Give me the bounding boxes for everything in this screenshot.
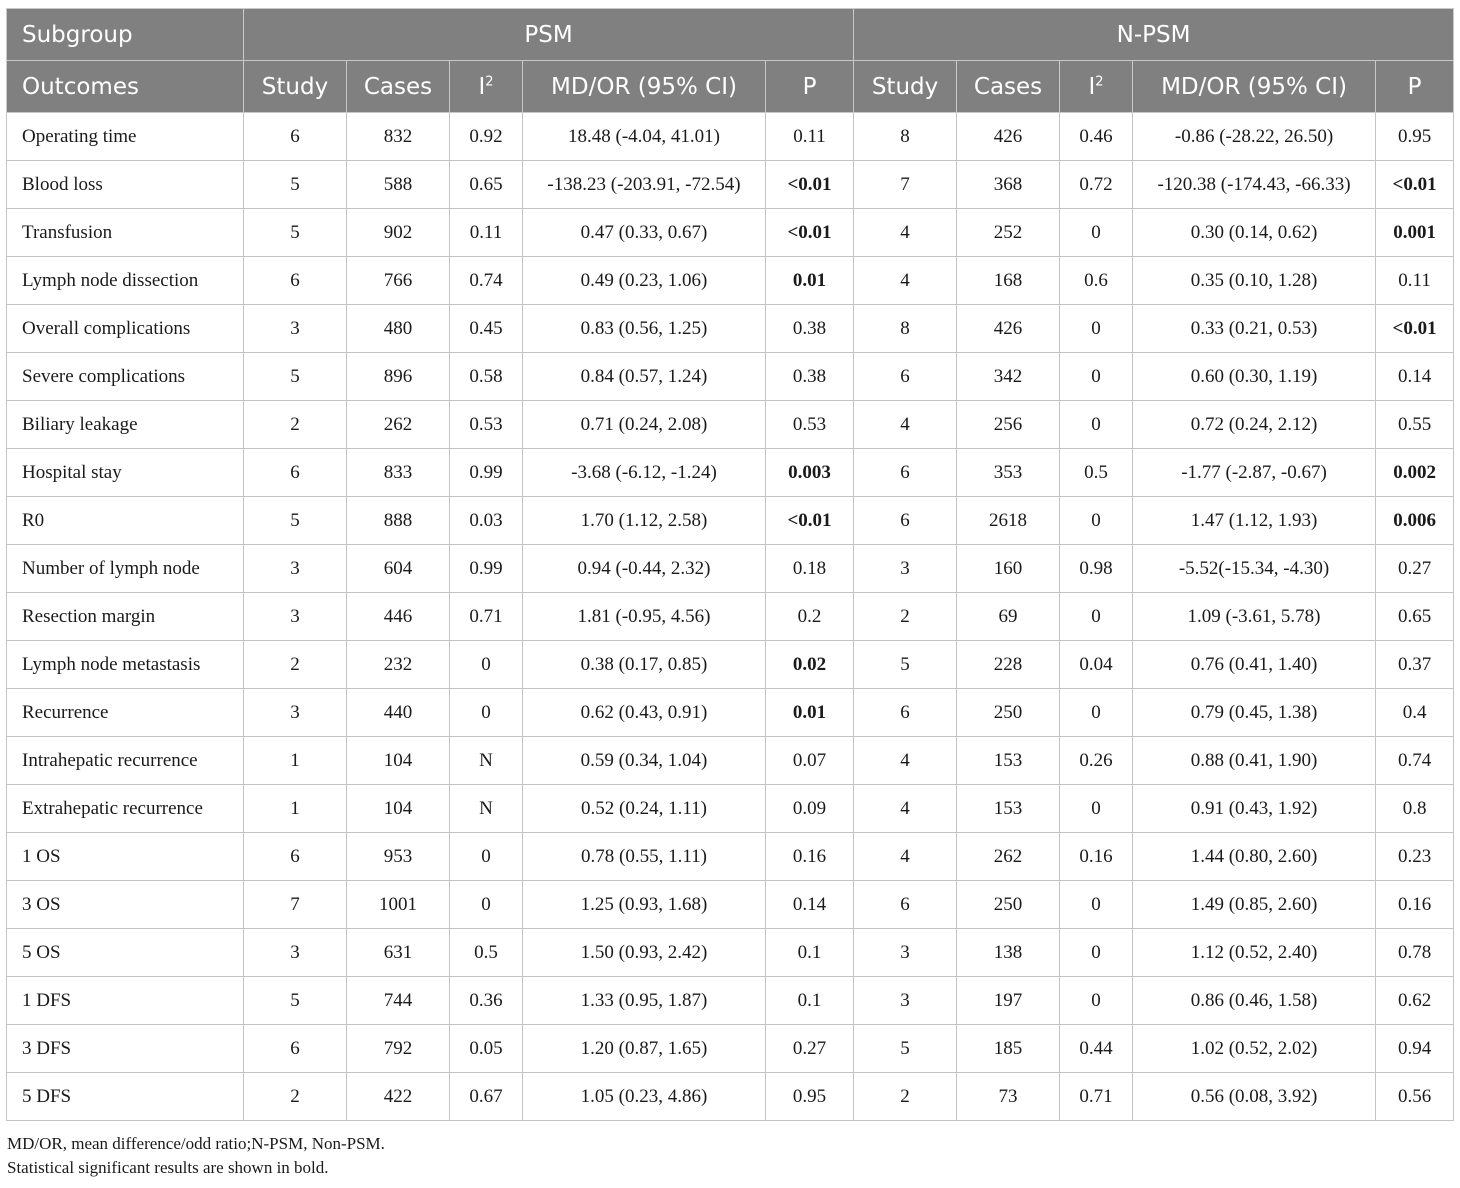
npsm-cases-cell: 252 [957,209,1060,257]
npsm-cases-cell: 160 [957,545,1060,593]
outcome-cell: R0 [7,497,244,545]
psm-p-value-cell: 0.14 [766,881,854,929]
npsm-p-value-cell: <0.01 [1376,305,1454,353]
psm-mdor-cell: 1.05 (0.23, 4.86) [523,1073,766,1121]
npsm-p-value-cell: 0.95 [1376,113,1454,161]
psm-mdor-cell: 0.62 (0.43, 0.91) [523,689,766,737]
table-row [7,785,1454,833]
npsm-p-value-cell: 0.006 [1376,497,1454,545]
npsm-i2-cell: 0.16 [1060,833,1133,881]
npsm-group-header: N-PSM [854,9,1454,61]
psm-i2-cell: 0.65 [450,161,523,209]
psm-cases-cell: 1001 [347,881,450,929]
table-row [7,161,1454,209]
psm-mdor-cell: -3.68 (-6.12, -1.24) [523,449,766,497]
outcome-cell: Intrahepatic recurrence [7,737,244,785]
npsm-cases-cell: 426 [957,305,1060,353]
psm-mdor-cell: 0.38 (0.17, 0.85) [523,641,766,689]
psm-cases-cell: 896 [347,353,450,401]
table-row [7,1073,1454,1121]
psm-p-value-cell: <0.01 [766,161,854,209]
psm-mdor-cell: 1.25 (0.93, 1.68) [523,881,766,929]
psm-study-header: Study [244,61,347,113]
npsm-p-value-cell: <0.01 [1376,161,1454,209]
npsm-study-cell: 3 [854,929,957,977]
npsm-p-value-cell: 0.002 [1376,449,1454,497]
npsm-study-cell: 8 [854,305,957,353]
psm-mdor-cell: -138.23 (-203.91, -72.54) [523,161,766,209]
psm-mdor-cell: 0.71 (0.24, 2.08) [523,401,766,449]
npsm-mdor-cell: 0.72 (0.24, 2.12) [1133,401,1376,449]
psm-i2-cell: 0.03 [450,497,523,545]
outcome-cell: Biliary leakage [7,401,244,449]
psm-i2-cell: 0 [450,833,523,881]
npsm-study-cell: 4 [854,209,957,257]
outcome-cell: Resection margin [7,593,244,641]
psm-cases-cell: 480 [347,305,450,353]
npsm-cases-cell: 228 [957,641,1060,689]
footnote-abbreviations: MD/OR, mean difference/odd ratio;N-PSM, Non-PSM. [7,1134,385,1153]
psm-mdor-cell: 1.50 (0.93, 2.42) [523,929,766,977]
table-row [7,1025,1454,1073]
psm-cases-cell: 766 [347,257,450,305]
npsm-i2-cell: 0.46 [1060,113,1133,161]
outcome-cell: 3 OS [7,881,244,929]
psm-i2-cell: 0 [450,641,523,689]
npsm-study-cell: 6 [854,449,957,497]
psm-i2-cell: 0.11 [450,209,523,257]
table-row [7,113,1454,161]
psm-p-value-cell: 0.2 [766,593,854,641]
psm-cases-cell: 902 [347,209,450,257]
npsm-i2-cell: 0 [1060,353,1133,401]
npsm-i2-cell: 0.5 [1060,449,1133,497]
psm-cases-cell: 792 [347,1025,450,1073]
outcome-cell: Operating time [7,113,244,161]
npsm-mdor-cell: 1.09 (-3.61, 5.78) [1133,593,1376,641]
npsm-i2-cell: 0 [1060,689,1133,737]
psm-i2-cell: 0.05 [450,1025,523,1073]
psm-i2-cell: 0.58 [450,353,523,401]
psm-study-cell: 6 [244,449,347,497]
outcome-cell: 5 DFS [7,1073,244,1121]
psm-cases-cell: 232 [347,641,450,689]
psm-p-value-cell: 0.16 [766,833,854,881]
psm-p-value-cell: 0.18 [766,545,854,593]
npsm-study-cell: 5 [854,641,957,689]
npsm-cases-cell: 153 [957,737,1060,785]
table-row [7,449,1454,497]
outcome-cell: Hospital stay [7,449,244,497]
npsm-mdor-cell: 1.44 (0.80, 2.60) [1133,833,1376,881]
psm-mdor-cell: 0.78 (0.55, 1.11) [523,833,766,881]
psm-cases-cell: 422 [347,1073,450,1121]
table-row [7,497,1454,545]
npsm-p-value-cell: 0.001 [1376,209,1454,257]
psm-study-cell: 3 [244,689,347,737]
npsm-cases-cell: 250 [957,689,1060,737]
psm-p-value-cell: 0.95 [766,1073,854,1121]
psm-i2-cell: N [450,737,523,785]
outcome-cell: 1 OS [7,833,244,881]
npsm-p-value-cell: 0.16 [1376,881,1454,929]
psm-mdor-cell: 1.20 (0.87, 1.65) [523,1025,766,1073]
psm-study-cell: 5 [244,497,347,545]
npsm-study-cell: 8 [854,113,957,161]
outcome-cell: Severe complications [7,353,244,401]
npsm-p-value-cell: 0.8 [1376,785,1454,833]
psm-cases-header: Cases [347,61,450,113]
npsm-mdor-cell: 1.49 (0.85, 2.60) [1133,881,1376,929]
npsm-study-cell: 3 [854,545,957,593]
psm-p-value-cell: 0.53 [766,401,854,449]
psm-p-value-cell: <0.01 [766,497,854,545]
psm-study-cell: 5 [244,161,347,209]
npsm-i2-cell: 0.26 [1060,737,1133,785]
npsm-study-cell: 4 [854,833,957,881]
npsm-study-cell: 4 [854,401,957,449]
npsm-mdor-cell: -120.38 (-174.43, -66.33) [1133,161,1376,209]
psm-study-cell: 1 [244,785,347,833]
npsm-mdor-cell: 1.12 (0.52, 2.40) [1133,929,1376,977]
npsm-mdor-header: MD/OR (95% CI) [1133,61,1376,113]
subgroup-header: Subgroup [7,9,244,61]
npsm-study-cell: 4 [854,257,957,305]
npsm-i2-cell: 0.98 [1060,545,1133,593]
npsm-cases-cell: 353 [957,449,1060,497]
outcome-cell: 5 OS [7,929,244,977]
outcome-cell: Lymph node metastasis [7,641,244,689]
psm-mdor-cell: 18.48 (-4.04, 41.01) [523,113,766,161]
psm-study-cell: 5 [244,977,347,1025]
npsm-study-cell: 5 [854,1025,957,1073]
npsm-mdor-cell: 0.91 (0.43, 1.92) [1133,785,1376,833]
psm-group-header: PSM [244,9,854,61]
psm-cases-cell: 631 [347,929,450,977]
psm-p-value-cell: 0.07 [766,737,854,785]
npsm-p-value-cell: 0.11 [1376,257,1454,305]
psm-study-cell: 2 [244,401,347,449]
psm-study-cell: 3 [244,929,347,977]
npsm-cases-cell: 256 [957,401,1060,449]
psm-mdor-cell: 1.81 (-0.95, 4.56) [523,593,766,641]
npsm-i2-cell: 0 [1060,209,1133,257]
npsm-cases-cell: 342 [957,353,1060,401]
npsm-i2-cell: 0 [1060,401,1133,449]
npsm-cases-cell: 197 [957,977,1060,1025]
psm-cases-cell: 440 [347,689,450,737]
npsm-i2-cell: 0 [1060,785,1133,833]
npsm-p-value-cell: 0.55 [1376,401,1454,449]
npsm-study-cell: 7 [854,161,957,209]
npsm-mdor-cell: 0.86 (0.46, 1.58) [1133,977,1376,1025]
npsm-i2-cell: 0.71 [1060,1073,1133,1121]
psm-p-value-cell: 0.01 [766,689,854,737]
outcomes-header: Outcomes [7,61,244,113]
npsm-study-header: Study [854,61,957,113]
npsm-p-value-cell: 0.27 [1376,545,1454,593]
psm-p-value-cell: 0.11 [766,113,854,161]
outcome-cell: Extrahepatic recurrence [7,785,244,833]
npsm-mdor-cell: 1.02 (0.52, 2.02) [1133,1025,1376,1073]
psm-p-value-cell: 0.1 [766,977,854,1025]
psm-i2-cell: 0.92 [450,113,523,161]
psm-i2-cell: 0.67 [450,1073,523,1121]
npsm-study-cell: 2 [854,593,957,641]
outcome-cell: Number of lymph node [7,545,244,593]
psm-study-cell: 3 [244,593,347,641]
psm-study-cell: 2 [244,1073,347,1121]
npsm-i2-cell: 0.04 [1060,641,1133,689]
psm-cases-cell: 588 [347,161,450,209]
psm-p-value-cell: 0.003 [766,449,854,497]
outcome-cell: Overall complications [7,305,244,353]
table-row [7,305,1454,353]
table-row [7,881,1454,929]
table-row [7,929,1454,977]
npsm-study-cell: 6 [854,881,957,929]
psm-i2-header: $I^2$ [450,61,523,113]
npsm-i2-cell: 0 [1060,305,1133,353]
psm-study-cell: 2 [244,641,347,689]
psm-p-value-cell: 0.38 [766,353,854,401]
group-header-row [7,9,1454,61]
psm-i2-cell: 0 [450,881,523,929]
table-row [7,545,1454,593]
psm-i2-cell: 0.45 [450,305,523,353]
table-row [7,977,1454,1025]
table-row [7,737,1454,785]
psm-p-header: P [766,61,854,113]
npsm-cases-cell: 2618 [957,497,1060,545]
npsm-cases-header: Cases [957,61,1060,113]
psm-study-cell: 6 [244,1025,347,1073]
npsm-i2-cell: 0 [1060,881,1133,929]
outcome-cell: Lymph node dissection [7,257,244,305]
psm-i2-cell: N [450,785,523,833]
psm-mdor-cell: 0.94 (-0.44, 2.32) [523,545,766,593]
npsm-i2-cell: 0 [1060,929,1133,977]
outcome-cell: 3 DFS [7,1025,244,1073]
npsm-cases-cell: 138 [957,929,1060,977]
npsm-i2-cell: 0 [1060,593,1133,641]
npsm-i2-cell: 0.44 [1060,1025,1133,1073]
column-header-row [7,61,1454,113]
psm-i2-cell: 0 [450,689,523,737]
psm-mdor-cell: 0.83 (0.56, 1.25) [523,305,766,353]
npsm-mdor-cell: 0.79 (0.45, 1.38) [1133,689,1376,737]
psm-study-cell: 3 [244,545,347,593]
psm-cases-cell: 262 [347,401,450,449]
psm-p-value-cell: <0.01 [766,209,854,257]
psm-cases-cell: 888 [347,497,450,545]
npsm-cases-cell: 426 [957,113,1060,161]
npsm-cases-cell: 168 [957,257,1060,305]
table-body [7,113,1454,1121]
npsm-p-value-cell: 0.94 [1376,1025,1454,1073]
npsm-mdor-cell: -0.86 (-28.22, 26.50) [1133,113,1376,161]
npsm-mdor-cell: 1.47 (1.12, 1.93) [1133,497,1376,545]
psm-i2-cell: 0.71 [450,593,523,641]
psm-p-value-cell: 0.02 [766,641,854,689]
psm-p-value-cell: 0.38 [766,305,854,353]
psm-study-cell: 5 [244,209,347,257]
npsm-p-value-cell: 0.78 [1376,929,1454,977]
npsm-study-cell: 6 [854,353,957,401]
psm-p-value-cell: 0.27 [766,1025,854,1073]
npsm-mdor-cell: -1.77 (-2.87, -0.67) [1133,449,1376,497]
psm-i2-cell: 0.74 [450,257,523,305]
outcome-cell: Transfusion [7,209,244,257]
npsm-p-value-cell: 0.62 [1376,977,1454,1025]
psm-cases-cell: 832 [347,113,450,161]
npsm-study-cell: 4 [854,737,957,785]
npsm-study-cell: 6 [854,497,957,545]
npsm-i2-cell: 0 [1060,497,1133,545]
npsm-mdor-cell: 0.30 (0.14, 0.62) [1133,209,1376,257]
footnote-bold-note: Statistical significant results are shown in bold. [7,1158,329,1177]
npsm-study-cell: 3 [854,977,957,1025]
npsm-p-value-cell: 0.56 [1376,1073,1454,1121]
npsm-cases-cell: 69 [957,593,1060,641]
psm-study-cell: 6 [244,833,347,881]
npsm-mdor-cell: 0.88 (0.41, 1.90) [1133,737,1376,785]
table-row [7,401,1454,449]
npsm-mdor-cell: 0.60 (0.30, 1.19) [1133,353,1376,401]
npsm-mdor-cell: 0.35 (0.10, 1.28) [1133,257,1376,305]
npsm-i2-header: $I^2$ [1060,61,1133,113]
psm-cases-cell: 604 [347,545,450,593]
npsm-p-value-cell: 0.4 [1376,689,1454,737]
psm-study-cell: 3 [244,305,347,353]
psm-mdor-cell: 0.84 (0.57, 1.24) [523,353,766,401]
outcome-cell: 1 DFS [7,977,244,1025]
psm-i2-cell: 0.99 [450,449,523,497]
psm-p-value-cell: 0.09 [766,785,854,833]
psm-mdor-cell: 0.47 (0.33, 0.67) [523,209,766,257]
psm-study-cell: 7 [244,881,347,929]
psm-i2-cell: 0.99 [450,545,523,593]
psm-mdor-cell: 0.49 (0.23, 1.06) [523,257,766,305]
psm-cases-cell: 953 [347,833,450,881]
npsm-p-header: P [1376,61,1454,113]
table-row [7,641,1454,689]
psm-mdor-cell: 0.52 (0.24, 1.11) [523,785,766,833]
psm-mdor-cell: 1.33 (0.95, 1.87) [523,977,766,1025]
psm-mdor-cell: 0.59 (0.34, 1.04) [523,737,766,785]
npsm-i2-cell: 0.72 [1060,161,1133,209]
npsm-mdor-cell: 0.33 (0.21, 0.53) [1133,305,1376,353]
npsm-i2-cell: 0.6 [1060,257,1133,305]
psm-study-cell: 6 [244,113,347,161]
psm-i2-cell: 0.53 [450,401,523,449]
npsm-cases-cell: 73 [957,1073,1060,1121]
npsm-p-value-cell: 0.23 [1376,833,1454,881]
psm-study-cell: 1 [244,737,347,785]
table-row [7,257,1454,305]
psm-study-cell: 5 [244,353,347,401]
npsm-study-cell: 6 [854,689,957,737]
npsm-cases-cell: 368 [957,161,1060,209]
psm-mdor-header: MD/OR (95% CI) [523,61,766,113]
psm-i2-cell: 0.5 [450,929,523,977]
npsm-mdor-cell: -5.52(-15.34, -4.30) [1133,545,1376,593]
table-row [7,353,1454,401]
npsm-study-cell: 2 [854,1073,957,1121]
npsm-p-value-cell: 0.65 [1376,593,1454,641]
psm-study-cell: 6 [244,257,347,305]
table-row [7,209,1454,257]
psm-i2-cell: 0.36 [450,977,523,1025]
psm-cases-cell: 104 [347,737,450,785]
npsm-i2-cell: 0 [1060,977,1133,1025]
results-table [6,8,1454,1121]
outcome-cell: Recurrence [7,689,244,737]
npsm-mdor-cell: 0.56 (0.08, 3.92) [1133,1073,1376,1121]
psm-cases-cell: 104 [347,785,450,833]
npsm-cases-cell: 185 [957,1025,1060,1073]
npsm-p-value-cell: 0.14 [1376,353,1454,401]
npsm-p-value-cell: 0.37 [1376,641,1454,689]
npsm-cases-cell: 250 [957,881,1060,929]
outcome-cell: Blood loss [7,161,244,209]
npsm-mdor-cell: 0.76 (0.41, 1.40) [1133,641,1376,689]
npsm-study-cell: 4 [854,785,957,833]
npsm-cases-cell: 153 [957,785,1060,833]
psm-p-value-cell: 0.01 [766,257,854,305]
npsm-p-value-cell: 0.74 [1376,737,1454,785]
psm-p-value-cell: 0.1 [766,929,854,977]
table-row [7,593,1454,641]
psm-cases-cell: 446 [347,593,450,641]
table-row [7,689,1454,737]
npsm-cases-cell: 262 [957,833,1060,881]
table-row [7,833,1454,881]
psm-mdor-cell: 1.70 (1.12, 2.58) [523,497,766,545]
psm-cases-cell: 744 [347,977,450,1025]
psm-cases-cell: 833 [347,449,450,497]
